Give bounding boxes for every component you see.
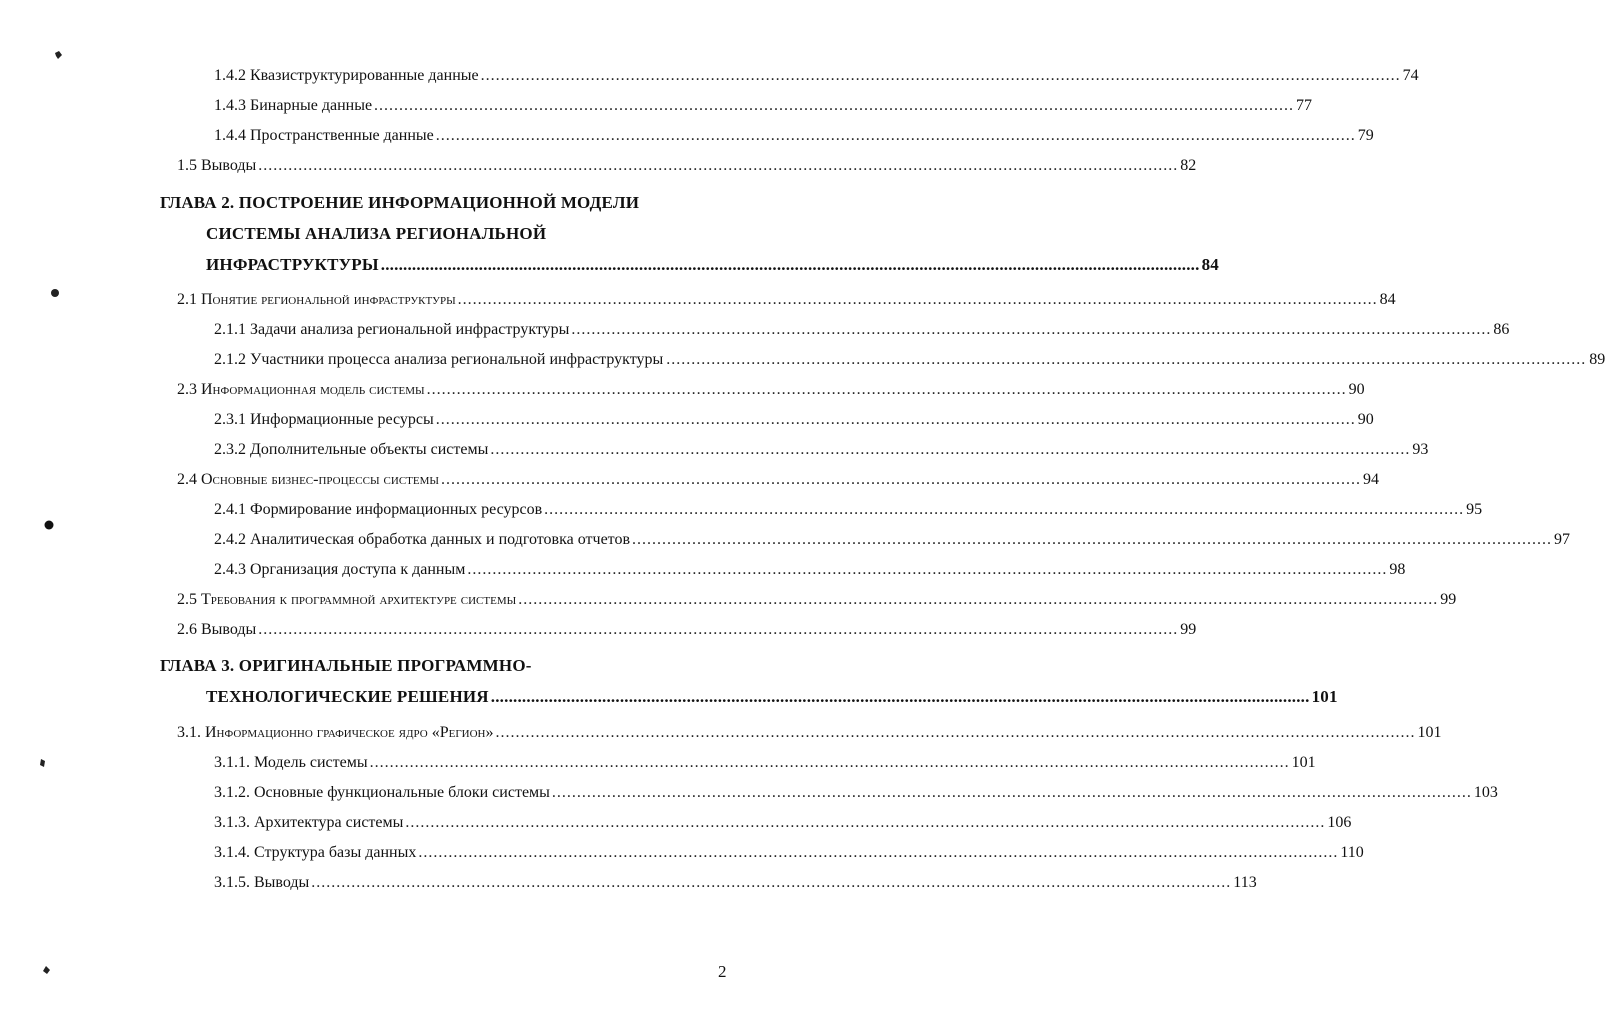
toc-leader-dots: ........................................................................................................................................................................................ — [490, 441, 1411, 458]
toc-leader-dots: ........................................................................................................................................................................................ — [518, 591, 1439, 608]
toc-entry — [214, 813, 1352, 833]
toc-entry — [214, 873, 1257, 893]
toc-entry-page: 113 — [1233, 874, 1257, 891]
toc-leader-dots: ........................................................................................................................................................................................ — [551, 784, 1472, 801]
toc-entry-label: 1.5 Выводы — [177, 157, 257, 174]
toc-entry-page: 89 — [1589, 351, 1605, 368]
toc-leader-dots: ........................................................................................................................................................................................ — [571, 321, 1492, 338]
scan-speck — [42, 965, 52, 975]
toc-entry-label: 3.1.2. Основные функциональные блоки системы — [214, 784, 550, 801]
toc-entry-page: 94 — [1362, 471, 1379, 488]
toc-entry — [214, 843, 1364, 863]
toc-entry-page: 99 — [1440, 591, 1457, 608]
toc-entry-label: 2.1.1 Задачи анализа региональной инфраструктуры — [214, 321, 570, 338]
toc-entry-label: 3.1. Информационно графическое ядро «Регион» — [177, 724, 494, 741]
toc-entry — [214, 320, 1510, 340]
toc-entry — [214, 66, 1419, 86]
toc-entry-label: 1.4.4 Пространственные данные — [214, 127, 434, 144]
toc-leader-dots: ........................................................................................................................................................................................ — [418, 844, 1339, 861]
chapter-heading: ГЛАВА 3. ОРИГИНАЛЬНЫЕ ПРОГРАММНО- — [160, 656, 532, 675]
chapter-heading-page: 101 — [1311, 687, 1338, 706]
toc-entry — [177, 156, 1197, 176]
toc-leader-dots: ........................................................................................................................................................................................ — [426, 381, 1347, 398]
toc-leader-dots: ........................................................................................................................................................................................ — [467, 561, 1388, 578]
toc-entry — [214, 753, 1316, 773]
toc-entry-page: 74 — [1402, 67, 1419, 84]
toc-leader-dots: ........................................................................................................................................................................................ — [666, 351, 1587, 368]
toc-entry-page: 90 — [1348, 381, 1365, 398]
toc-entry-label: 2.4.2 Аналитическая обработка данных и подготовка отчетов — [214, 531, 631, 548]
toc-entry — [214, 560, 1406, 580]
toc-entry-page: 84 — [1379, 291, 1396, 308]
toc-entry-page: 82 — [1180, 157, 1197, 174]
chapter-heading-page: 84 — [1201, 255, 1219, 274]
scan-speck — [44, 520, 54, 530]
toc-leader-dots: ........................................................................................................................................................................................ — [632, 531, 1553, 548]
toc-entry-label: 2.5 Требования к программной архитектуре системы — [177, 591, 517, 608]
chapter-heading — [206, 255, 1219, 275]
toc-leader-dots: ........................................................................................................................................................................................ — [374, 97, 1295, 114]
toc-entry-label: 1.4.3 Бинарные данные — [214, 97, 373, 114]
toc-entry-page: 93 — [1412, 441, 1429, 458]
toc-entry-page: 90 — [1357, 411, 1374, 428]
toc-entry — [177, 470, 1379, 490]
toc-entry-label: 3.1.3. Архитектура системы — [214, 814, 404, 831]
toc-leader-dots: ........................................................................................................................................................................................ — [369, 754, 1290, 771]
toc-entry-page: 110 — [1340, 844, 1364, 861]
toc-leader-dots: ........................................................................................................................................................................................ — [490, 687, 1310, 706]
toc-leader-dots: ........................................................................................................................................................................................ — [495, 724, 1416, 741]
chapter-heading-label: ТЕХНОЛОГИЧЕСКИЕ РЕШЕНИЯ — [206, 687, 489, 706]
toc-leader-dots: ........................................................................................................................................................................................ — [311, 874, 1232, 891]
scan-speck — [38, 758, 48, 768]
toc-entry-page: 79 — [1357, 127, 1374, 144]
toc-leader-dots: ........................................................................................................................................................................................ — [480, 67, 1401, 84]
toc-leader-dots: ........................................................................................................................................................................................ — [258, 621, 1179, 638]
toc-entry — [214, 96, 1313, 116]
toc-entry-page: 101 — [1291, 754, 1316, 771]
toc-leader-dots: ........................................................................................................................................................................................ — [457, 291, 1378, 308]
toc-entry-label: 2.6 Выводы — [177, 621, 257, 638]
toc-entry-page: 106 — [1327, 814, 1352, 831]
toc-entry-label: 2.4.3 Организация доступа к данным — [214, 561, 466, 578]
scan-speck — [53, 50, 63, 60]
toc-entry-page: 77 — [1296, 97, 1313, 114]
chapter-heading-label: ИНФРАСТРУКТУРЫ — [206, 255, 379, 274]
toc-leader-dots: ........................................................................................................................................................................................ — [435, 127, 1356, 144]
toc-entry — [214, 530, 1571, 550]
toc-entry-label: 2.3.1 Информационные ресурсы — [214, 411, 434, 428]
toc-leader-dots: ........................................................................................................................................................................................ — [544, 501, 1465, 518]
toc-entry-page: 97 — [1554, 531, 1571, 548]
toc-entry-page: 101 — [1417, 724, 1442, 741]
toc-entry-label: 2.3 Информационная модель системы — [177, 381, 425, 398]
toc-entry — [177, 380, 1365, 400]
toc-entry-label: 3.1.4. Структура базы данных — [214, 844, 417, 861]
toc-entry — [177, 590, 1457, 610]
toc-leader-dots: ........................................................................................................................................................................................ — [435, 411, 1356, 428]
page-number: 2 — [718, 962, 727, 981]
toc-entry — [214, 500, 1483, 520]
toc-entry — [177, 620, 1197, 640]
toc-entry — [214, 410, 1374, 430]
toc-entry-label: 2.3.2 Дополнительные объекты системы — [214, 441, 489, 458]
toc-leader-dots: ........................................................................................................................................................................................ — [405, 814, 1326, 831]
toc-entry-label: 2.4.1 Формирование информационных ресурсов — [214, 501, 543, 518]
toc-entry-page: 86 — [1493, 321, 1510, 338]
toc-entry-page: 98 — [1389, 561, 1406, 578]
chapter-heading: СИСТЕМЫ АНАЛИЗА РЕГИОНАЛЬНОЙ — [206, 224, 547, 243]
toc-entry-page: 99 — [1180, 621, 1197, 638]
toc-entry-page: 103 — [1473, 784, 1498, 801]
toc-entry — [214, 126, 1374, 146]
toc-entry — [177, 290, 1396, 310]
toc-leader-dots: ........................................................................................................................................................................................ — [380, 255, 1200, 274]
toc-entry-label: 3.1.5. Выводы — [214, 874, 310, 891]
chapter-heading: ГЛАВА 2. ПОСТРОЕНИЕ ИНФОРМАЦИОННОЙ МОДЕЛИ — [160, 193, 640, 212]
toc-entry — [177, 723, 1442, 743]
toc-leader-dots: ........................................................................................................................................................................................ — [258, 157, 1179, 174]
toc-entry-label: 2.4 Основные бизнес-процессы системы — [177, 471, 439, 488]
scan-speck — [50, 288, 60, 298]
toc-entry — [214, 440, 1429, 460]
toc-entry-label: 3.1.1. Модель системы — [214, 754, 368, 771]
toc-entry-label: 2.1 Понятие региональной инфраструктуры — [177, 291, 456, 308]
chapter-heading — [206, 687, 1338, 707]
toc-entry — [214, 783, 1498, 803]
toc-entry-label: 1.4.2 Квазиструктурированные данные — [214, 67, 479, 84]
toc-entry-label: 2.1.2 Участники процесса анализа региональной инфраструктуры — [214, 351, 664, 368]
toc-leader-dots: ........................................................................................................................................................................................ — [440, 471, 1361, 488]
toc-entry-page: 95 — [1466, 501, 1483, 518]
toc-entry — [214, 350, 1605, 370]
